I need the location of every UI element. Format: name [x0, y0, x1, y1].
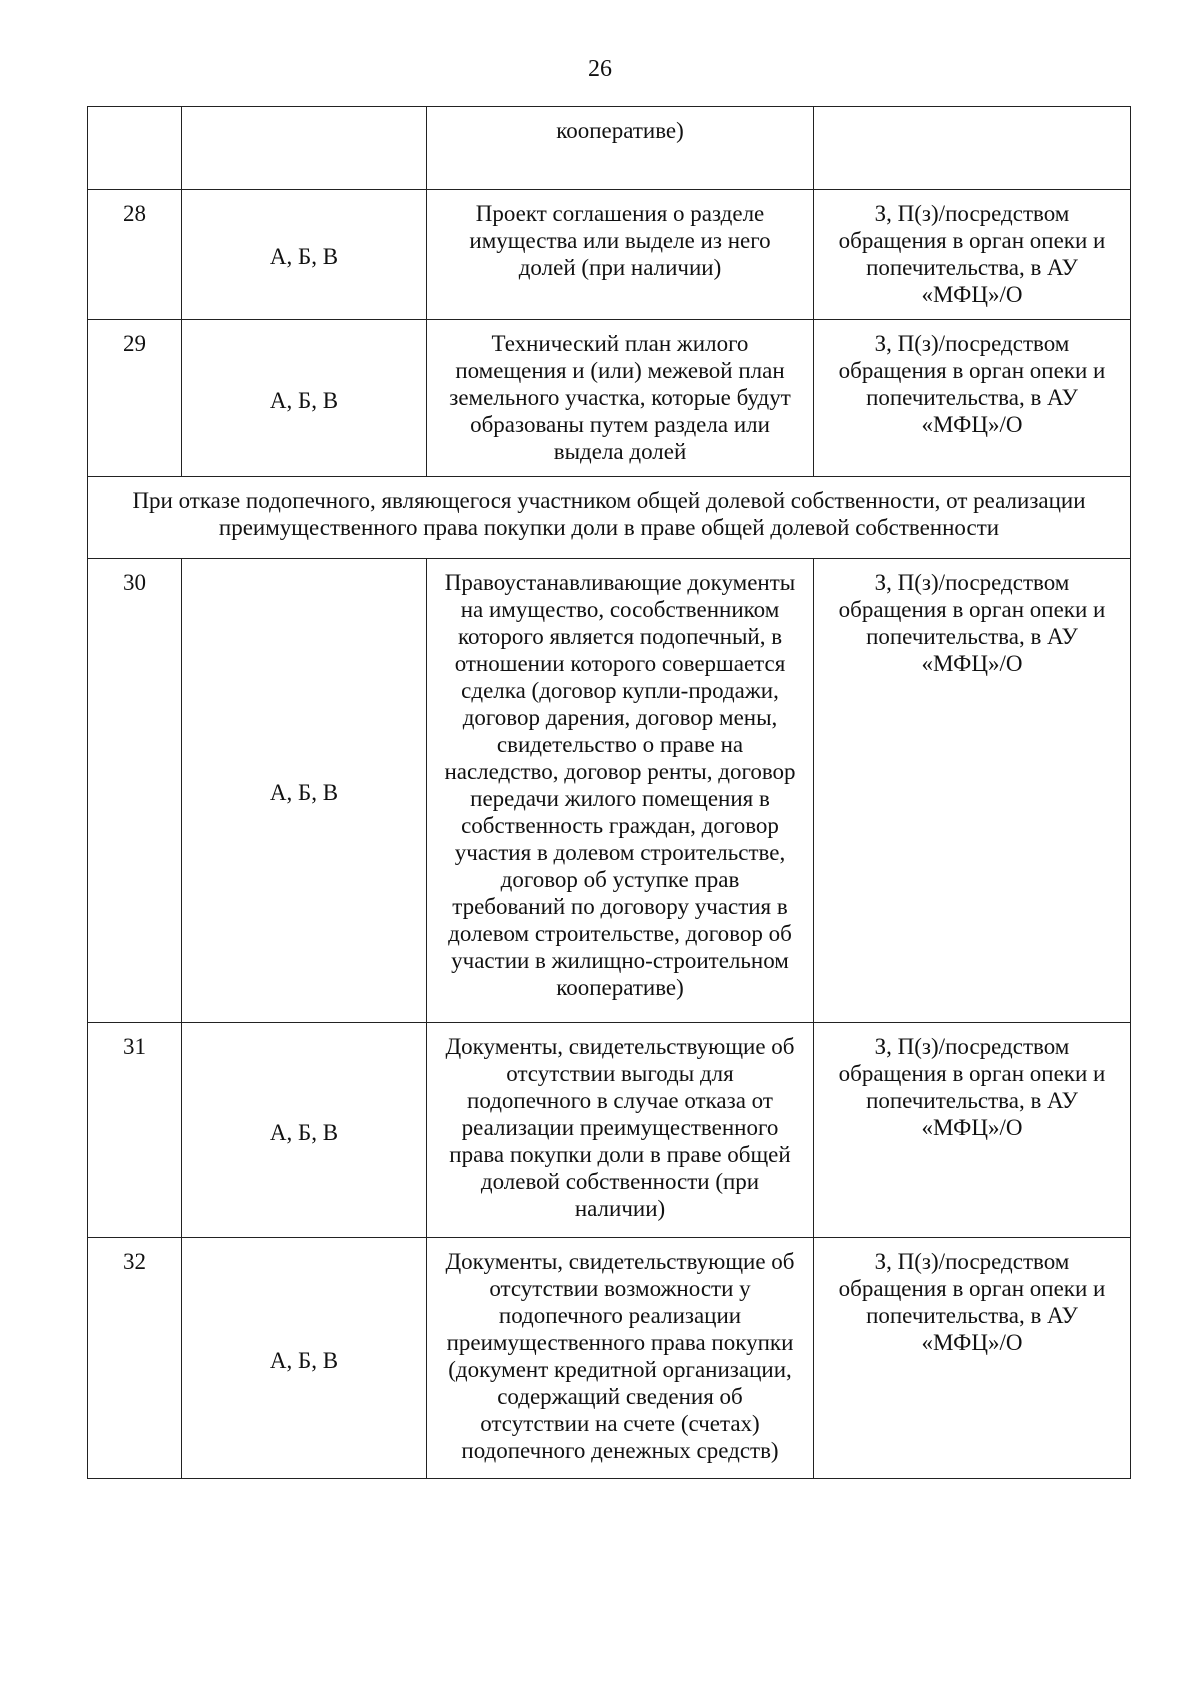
table-row — [88, 559, 1131, 1023]
row-document-cell: Правоустанавливающие документы на имущество, сособственником которого является подопечный, в отношении которого совершается сделка (договор купли-продажи, договор дарения, договор мены, свидетельство о праве на наследство, договор ренты, договор передачи жилого помещения в собственность граждан, договор участия в долевом строительстве, договор об уступке прав требований по договору участия в долевом строительстве, договор об участии в жилищно-строительном кооперативе) — [427, 559, 814, 1023]
table-row — [88, 1238, 1131, 1479]
row-categories-cell — [182, 107, 427, 190]
table-row-continuation — [88, 107, 1131, 190]
row-method-cell — [814, 107, 1131, 190]
row-number-cell — [88, 107, 182, 190]
row-method-cell: З, П(з)/посредством обращения в орган опеки и попечительства, в АУ «МФЦ»/О — [814, 559, 1131, 1023]
page-number: 26 — [588, 56, 612, 82]
row-number-cell: 32 — [88, 1238, 182, 1479]
row-document-cell: кооперативе) — [427, 107, 814, 190]
row-categories-cell: А, Б, В — [182, 559, 427, 1023]
documents-table — [87, 106, 1131, 1479]
section-heading: При отказе подопечного, являющегося участником общей долевой собственности, от реализации преимущественного права покупки доли в праве общей долевой собственности — [88, 477, 1131, 559]
row-categories-cell: А, Б, В — [182, 1023, 427, 1238]
row-document-cell: Документы, свидетельствующие об отсутствии возможности у подопечного реализации преимущественного права покупки (документ кредитной организации, содержащий сведения об отсутствии на счете (счетах) подопечного денежных средств) — [427, 1238, 814, 1479]
row-number-cell: 31 — [88, 1023, 182, 1238]
row-number-cell: 29 — [88, 320, 182, 477]
table-row — [88, 190, 1131, 320]
table-row — [88, 1023, 1131, 1238]
section-heading-row — [88, 477, 1131, 559]
row-method-cell: З, П(з)/посредством обращения в орган опеки и попечительства, в АУ «МФЦ»/О — [814, 320, 1131, 477]
row-document-cell: Документы, свидетельствующие об отсутствии выгоды для подопечного в случае отказа от реализации преимущественного права покупки доли в праве общей долевой собственности (при наличии) — [427, 1023, 814, 1238]
row-categories-cell: А, Б, В — [182, 320, 427, 477]
row-categories-cell: А, Б, В — [182, 1238, 427, 1479]
row-document-cell: Технический план жилого помещения и (или) межевой план земельного участка, которые будут образованы путем раздела или выдела долей — [427, 320, 814, 477]
row-method-cell: З, П(з)/посредством обращения в орган опеки и попечительства, в АУ «МФЦ»/О — [814, 1238, 1131, 1479]
table-row — [88, 320, 1131, 477]
row-categories-cell: А, Б, В — [182, 190, 427, 320]
row-number-cell: 30 — [88, 559, 182, 1023]
row-document-cell: Проект соглашения о разделе имущества или выделе из него долей (при наличии) — [427, 190, 814, 320]
row-number-cell: 28 — [88, 190, 182, 320]
row-method-cell: З, П(з)/посредством обращения в орган опеки и попечительства, в АУ «МФЦ»/О — [814, 190, 1131, 320]
row-method-cell: З, П(з)/посредством обращения в орган опеки и попечительства, в АУ «МФЦ»/О — [814, 1023, 1131, 1238]
